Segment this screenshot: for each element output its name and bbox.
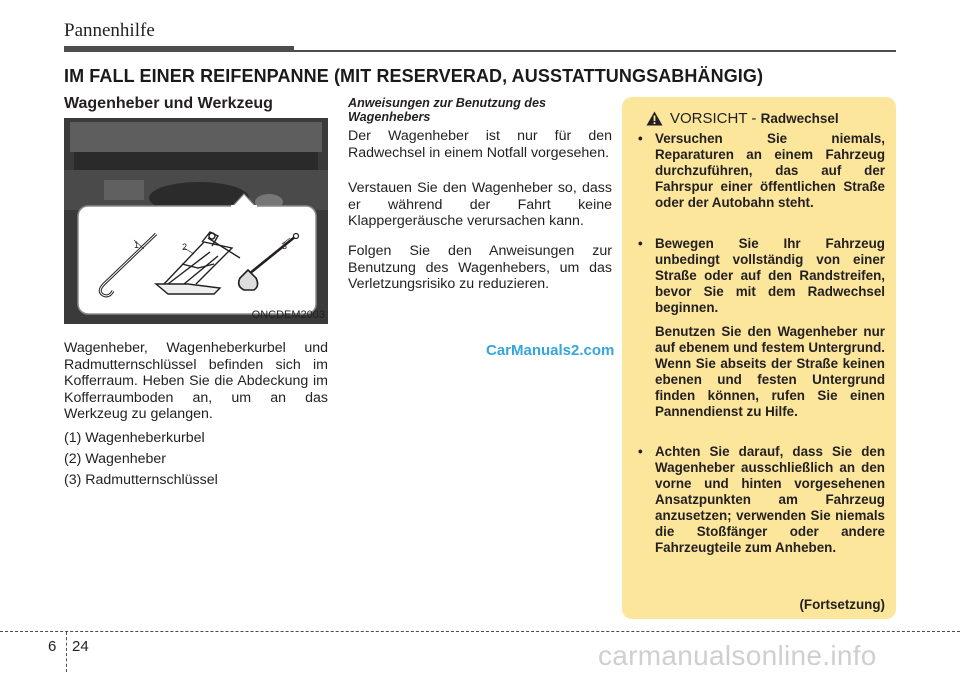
callout-3: 3 <box>282 241 288 251</box>
running-head: Pannenhilfe <box>64 20 155 41</box>
caution-bullet-1: Versuchen Sie niemals, Reparaturen an einem Fahrzeug durchzuführen, das auf der Fahrspur einer öffentlichen Straße oder der Autobahn steht. <box>655 131 885 210</box>
footer-rule <box>0 631 960 632</box>
instructions-heading: Anweisungen zur Benutzung des Wagenhebers <box>348 96 547 124</box>
warning-triangle-icon <box>646 111 663 126</box>
caution-header <box>646 110 886 128</box>
instructions-paragraph-3: Folgen Sie den Anweisungen zur Benutzung des Wagenhebers, um das Verletzungsrisiko zu reduzieren. <box>348 243 612 293</box>
caution-label-text: VORSICHT - <box>670 110 761 127</box>
caution-bullet-marker-2: • <box>638 236 643 251</box>
caution-bullet-2: Bewegen Sie Ihr Fahrzeug unbedingt vollständig von einer Straße oder auf den Randstreifen, bevor Sie mit dem Radwechsel beginnen. <box>655 236 885 315</box>
caution-bullet-marker-3: • <box>638 444 643 459</box>
instructions-paragraph-2: Verstauen Sie den Wagenheber so, dass er während der Fahrt keine Klappergeräusche verursachen kann. <box>348 180 612 230</box>
footer-divider <box>66 632 67 672</box>
continued-note: (Fortsetzung) <box>799 597 885 612</box>
header-rule-thick <box>64 46 294 52</box>
caution-bullet-3: Achten Sie darauf, dass Sie den Wagenheber ausschließlich an den vorne und hinten vorgesehenen Ansatzpunkten am Fahrzeug anzusetzen; verwenden Sie niemals die Stoßfänger oder andere Fahrzeugteile zum Anheben. <box>655 444 885 555</box>
watermark-link[interactable]: CarManuals2.com <box>486 342 615 359</box>
site-watermark: carmanualsonline.info <box>598 640 877 671</box>
instructions-paragraph-1: Der Wagenheber ist nur für den Radwechsel in einem Notfall vorgesehen. <box>348 128 612 161</box>
figure-code: ONCDEM2003 <box>251 309 325 321</box>
tool-figure <box>64 118 328 324</box>
page-number: 24 <box>72 638 89 655</box>
subsection-title: Wagenheber und Werkzeug <box>64 95 273 112</box>
header-rule-thin <box>294 50 896 52</box>
section-title: IM FALL EINER REIFENPANNE (MIT RESERVERAD, AUSSTATTUNGSABHÄNGIG) <box>64 66 764 86</box>
tool-illustration <box>64 118 328 324</box>
caution-bullet-2-continuation: Benutzen Sie den Wagenheber nur auf ebenem und festem Untergrund. Wenn Sie abseits der Straße keinen ebenen und festen Untergrund finden können, rufen Sie einen Pannendienst zu Hilfe. <box>655 324 885 419</box>
callout-1: 1 <box>134 240 140 250</box>
list-item-jack-handle: (1) Wagenheberkurbel <box>64 430 205 446</box>
caution-sublabel: Radwechsel <box>760 111 839 126</box>
list-item-wheel-wrench: (3) Radmutternschlüssel <box>64 472 218 488</box>
section-number: 6 <box>48 638 57 655</box>
caution-bullet-marker-1: • <box>638 131 643 146</box>
caution-label <box>670 110 839 127</box>
list-item-jack: (2) Wagenheber <box>64 451 166 467</box>
intro-paragraph: Wagenheber, Wagenheberkurbel und Radmutternschlüssel befinden sich im Kofferraum. Heben Sie die Abdeckung im Kofferraumboden an, um an das Werkzeug zu gelangen. <box>64 340 328 423</box>
callout-2: 2 <box>182 242 188 252</box>
